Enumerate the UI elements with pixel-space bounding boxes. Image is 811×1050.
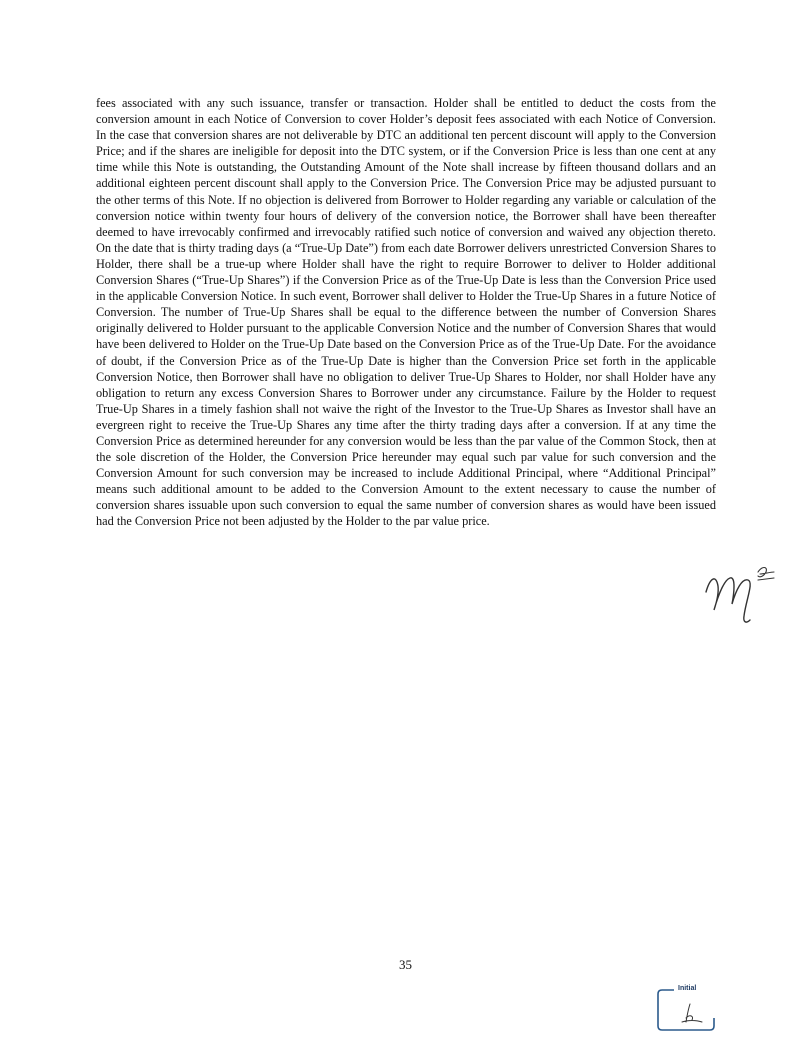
initial-label: Initial <box>678 985 697 992</box>
body-paragraph: fees associated with any such issuance, transfer or transaction. Holder shall be entitled to deduct the costs from the conversion amount in each Notice of Conversion to cover Holder’s deposit fees associated with each Notice of Conversion. In the case that conversion shares are not deliverable by DTC an additional ten percent discount will apply to the Conversion Price; and if the shares are ineligible for deposit into the DTC system, or if the Conversion Price is less than one cent at any time while this Note is outstanding, the Outstanding Amount of the Note shall increase by fifteen thousand dollars and an additional eighteen percent discount shall apply to the Conversion Price. The Conversion Price may be adjusted pursuant to the other terms of this Note. If no objection is delivered from Borrower to Holder regarding any variable or calculation of the conversion notice within twenty four hours of delivery of the conversion notice, the Borrower shall have been thereafter deemed to have irrevocably confirmed and irrevocably ratified such notice of conversion and waived any objection thereto. On the date that is thirty trading days (a “True-Up Date”) from each date Borrower delivers unrestricted Conversion Shares to Holder, there shall be a true-up where Holder shall have the right to require Borrower to deliver to Holder additional Conversion Shares (“True-Up Shares”) if the Conversion Price as of the True-Up Date is less than the Conversion Price used in the applicable Conversion Notice. In such event, Borrower shall deliver to Holder the True-Up Shares in a future Notice of Conversion. The number of True-Up Shares shall be equal to the difference between the number of Conversion Shares originally delivered to Holder pursuant to the applicable Conversion Notice and the number of Conversion Shares that would have been delivered to Holder on the True-Up Date based on the Conversion Price as of the True-Up Date. For the avoidance of doubt, if the Conversion Price as of the True-Up Date is higher than the Conversion Price set forth in the applicable Conversion Notice, then Borrower shall have no obligation to deliver True-Up Shares to Holder, nor shall Holder have any obligation to return any excess Conversion Shares to Borrower under any circumstance. Failure by the Holder to request True-Up Shares in a timely fashion shall not waive the right of the Investor to the True-Up Shares as Investor shall have an evergreen right to receive the True-Up Shares any time after the thirty trading days after a conversion. If at any time the Conversion Price as determined hereunder for any conversion would be less than the par value of the Common Stock, then at the sole discretion of the Holder, the Conversion Price hereunder may equal such par value for such conversion and the Conversion Amount for such conversion may be increased to include Additional Principal, where “Additional Principal” means such additional amount to be added to the Conversion Amount to the extent necessary to cause the number of conversion shares issuable upon such conversion to equal the same number of conversion shares as would have been issued had the Conversion Price not been adjusted by the Holder to the par value price. <box>96 96 716 529</box>
page-number: 35 <box>399 957 412 972</box>
initial-mark-icon <box>670 1000 710 1028</box>
handwritten-signature-icon <box>700 560 780 630</box>
